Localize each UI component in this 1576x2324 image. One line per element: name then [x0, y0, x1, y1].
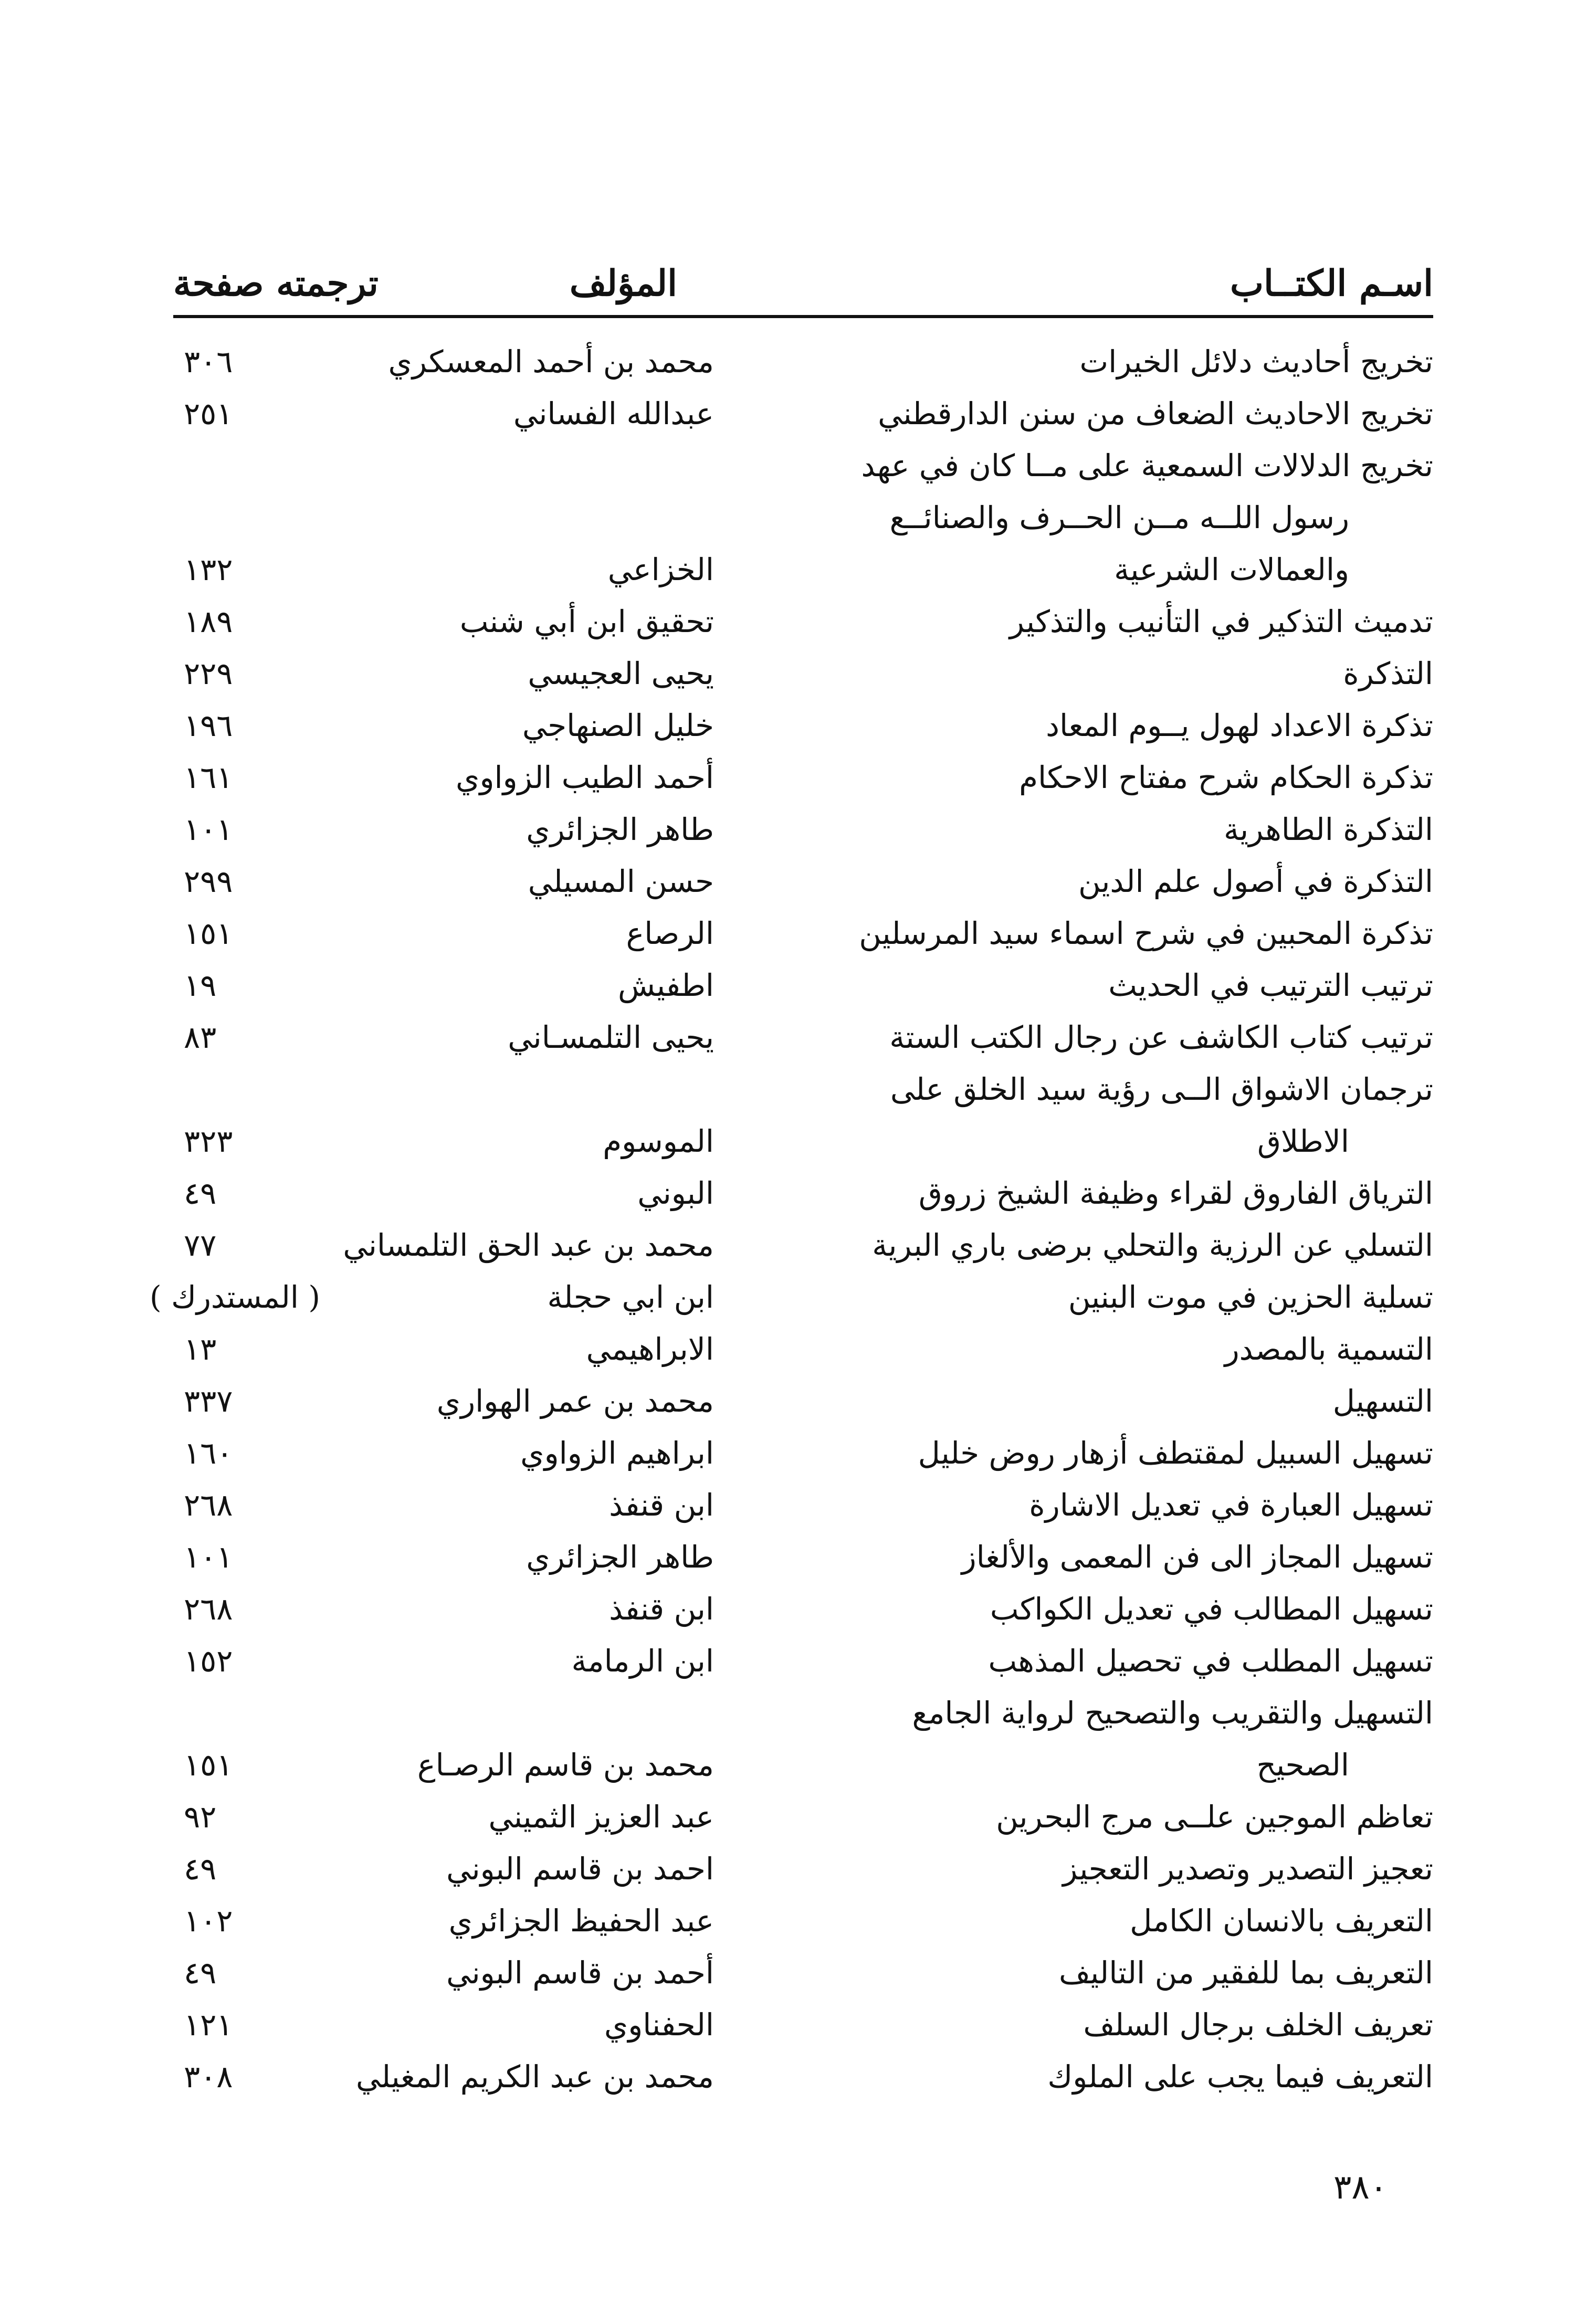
page-number: ٧٧ — [184, 1227, 217, 1263]
page-number: ٢٢٩ — [184, 656, 233, 691]
table-row — [173, 1635, 1433, 1687]
book-title: التسلي عن الرزية والتحلي برضى باري البرية — [872, 1227, 1433, 1263]
page-number: ١٥٢ — [184, 1643, 233, 1679]
page-number: ١٥١ — [184, 916, 233, 951]
table-row — [173, 2051, 1433, 2103]
book-title: التسهيل — [1332, 1383, 1433, 1419]
author-name: ابن قنفذ — [609, 1487, 714, 1523]
index-table — [150, 336, 1433, 2103]
page-number: ١٠١ — [184, 812, 233, 847]
book-title: تسلية الحزين في موت البنين — [1068, 1279, 1433, 1315]
author-name: عبد الحفيظ الجزائري — [448, 1903, 714, 1939]
table-row — [173, 1583, 1433, 1635]
table-row — [173, 1375, 1433, 1427]
book-title: التذكرة الطاهرية — [1223, 812, 1433, 847]
table-row — [173, 1531, 1433, 1583]
author-name: محمد بن قاسم الرصـاع — [417, 1747, 714, 1783]
book-title: الترياق الفاروق لقراء وظيفة الشيخ زروق — [918, 1175, 1433, 1211]
book-title: تسهيل المجاز الى فن المعمى والألغاز — [961, 1539, 1433, 1575]
book-title: والعمالات الشرعية — [1114, 552, 1349, 587]
header-rule — [173, 315, 1433, 318]
page-number: ١٨٩ — [184, 604, 233, 639]
table-row — [173, 336, 1433, 388]
table-header — [173, 252, 1433, 315]
table-row — [173, 908, 1433, 960]
page-number: ٩٢ — [184, 1799, 217, 1835]
table-row — [173, 648, 1433, 700]
book-title: تخريج الاحاديث الضعاف من سنن الدارقطني — [878, 396, 1433, 432]
page-number: ٨٣ — [184, 1019, 217, 1055]
book-title: التعريف فيما يجب على الملوك — [1047, 2059, 1433, 2095]
author-name: يحيى التلمسـاني — [508, 1019, 714, 1055]
table-row — [173, 1791, 1433, 1843]
author-name: عبدالله الفساني — [513, 396, 714, 432]
book-title: تسهيل السبيل لمقتطف أزهار روض خليل — [918, 1435, 1433, 1471]
book-title: التذكرة — [1343, 656, 1433, 691]
page-folio-number: ٣٨٠ — [1333, 2168, 1388, 2207]
page-number: ١٣٢ — [184, 552, 233, 587]
table-row — [173, 1999, 1433, 2051]
author-name: طاهر الجزائري — [526, 1539, 714, 1575]
book-title: تذكرة الاعداد لهول يــوم المعاد — [1046, 708, 1433, 743]
author-name: أحمد بن قاسم البوني — [446, 1955, 714, 1991]
header-book-title: اسـم الكتــاب — [1230, 262, 1433, 304]
table-row — [173, 440, 1433, 492]
book-title: تسهيل المطلب في تحصيل المذهب — [988, 1643, 1433, 1679]
table-row — [173, 1687, 1433, 1739]
page-number: ٢٥١ — [184, 396, 233, 432]
table-row — [173, 1064, 1433, 1116]
book-title: تذكرة الحكام شرح مفتاح الاحكام — [1019, 760, 1433, 795]
table-row — [173, 1168, 1433, 1219]
table-row — [173, 1947, 1433, 1999]
page-number: ٢٦٨ — [184, 1591, 233, 1627]
table-row — [173, 960, 1433, 1012]
book-title: الاطلاق — [1257, 1123, 1349, 1159]
page-number: ٣٣٧ — [184, 1383, 233, 1419]
author-name: محمد بن أحمد المعسكري — [388, 344, 714, 380]
page-number: ٣٠٨ — [184, 2059, 233, 2095]
author-name: ابن ابي حجلة — [547, 1279, 714, 1315]
page-number: ١٢١ — [184, 2007, 233, 2043]
book-title: التعريف بالانسان الكامل — [1130, 1903, 1433, 1939]
page-number: ١٥١ — [184, 1747, 233, 1783]
author-name: الرصاع — [626, 916, 714, 951]
author-name: ابن قنفذ — [609, 1591, 714, 1627]
table-row — [173, 752, 1433, 804]
author-name: احمد بن قاسم البوني — [446, 1851, 714, 1887]
book-title: التسهيل والتقريب والتصحيح لرواية الجامع — [912, 1695, 1433, 1731]
table-row — [173, 1739, 1433, 1791]
book-title: التسمية بالمصدر — [1224, 1331, 1433, 1367]
author-name: البوني — [637, 1175, 714, 1211]
table-row — [173, 1895, 1433, 1947]
book-title: تسهيل المطالب في تعديل الكواكب — [990, 1591, 1433, 1627]
author-name: الحفناوي — [604, 2007, 714, 2043]
table-row — [173, 700, 1433, 752]
page-number: ٢٩٩ — [184, 864, 233, 899]
table-row — [173, 544, 1433, 596]
page-number: ٣٠٦ — [184, 344, 233, 380]
author-name: ابن الرمامة — [571, 1643, 714, 1679]
author-name: حسن المسيلي — [528, 864, 714, 899]
author-name: أحمد الطيب الزواوي — [456, 760, 714, 795]
table-row — [173, 492, 1433, 544]
table-row — [150, 1271, 1433, 1323]
author-name: محمد بن عبد الكريم المغيلي — [356, 2059, 714, 2095]
book-title: التذكرة في أصول علم الدين — [1078, 864, 1433, 899]
book-title: تسهيل العبارة في تعديل الاشارة — [1029, 1487, 1433, 1523]
page-number: ١٠١ — [184, 1539, 233, 1575]
author-name: الابراهيمي — [586, 1331, 714, 1367]
table-row — [173, 856, 1433, 908]
author-name: عبد العزيز الثميني — [488, 1799, 714, 1835]
book-title: ترجمان الاشواق الــى رؤية سيد الخلق على — [890, 1071, 1433, 1107]
page-number: ٤٩ — [184, 1955, 217, 1991]
table-row — [173, 596, 1433, 648]
header-author: المؤلف — [569, 262, 677, 304]
page-number: ١٦١ — [184, 760, 233, 795]
page-number: ١٠٢ — [184, 1903, 233, 1939]
table-row — [173, 1479, 1433, 1531]
page-number: ١٩ — [184, 968, 217, 1003]
book-title: تخريج الدلالات السمعية على مــا كان في عهد — [861, 448, 1433, 483]
author-name: الموسوم — [603, 1123, 714, 1159]
author-name: اطفيش — [617, 968, 714, 1003]
book-title: ترتيب كتاب الكاشف عن رجال الكتب الستة — [889, 1019, 1433, 1055]
book-title: الصحيح — [1256, 1747, 1349, 1783]
header-page: ترجمته صفحة — [173, 262, 379, 304]
page-number: ١٣ — [184, 1331, 217, 1367]
book-title: تدميث التذكير في التأنيب والتذكير — [1009, 604, 1433, 639]
page-number: ١٩٦ — [184, 708, 233, 743]
page-number: ( المستدرك ) — [150, 1279, 320, 1315]
table-row — [173, 1323, 1433, 1375]
table-row — [173, 1012, 1433, 1064]
page-number: ٣٢٣ — [184, 1123, 233, 1159]
book-title: تخريج أحاديث دلائل الخيرات — [1079, 344, 1433, 380]
book-title: تذكرة المحبين في شرح اسماء سيد المرسلين — [859, 916, 1433, 951]
table-row — [173, 1427, 1433, 1479]
table-row — [173, 388, 1433, 440]
table-row — [173, 1219, 1433, 1271]
author-name: ابراهيم الزواوي — [520, 1435, 714, 1471]
book-title: التعريف بما للفقير من التاليف — [1059, 1955, 1433, 1991]
page-number: ٢٦٨ — [184, 1487, 233, 1523]
page-number: ٤٩ — [184, 1851, 217, 1887]
author-name: يحيى العجيسي — [528, 656, 714, 691]
book-title: تعريف الخلف برجال السلف — [1083, 2007, 1433, 2043]
table-row — [173, 1843, 1433, 1895]
book-title: رسول اللــه مــن الحــرف والصنائــع — [889, 500, 1349, 535]
author-name: خليل الصنهاجي — [522, 708, 714, 743]
author-name: طاهر الجزائري — [526, 812, 714, 847]
author-name: تحقيق ابن أبي شنب — [459, 604, 714, 639]
page-number: ٤٩ — [184, 1175, 217, 1211]
table-row — [173, 804, 1433, 856]
book-title: ترتيب الترتيب في الحديث — [1108, 968, 1433, 1003]
page-number: ١٦٠ — [184, 1435, 233, 1471]
author-name: الخزاعي — [607, 552, 714, 587]
author-name: محمد بن عبد الحق التلمساني — [343, 1227, 714, 1263]
table-row — [173, 1116, 1433, 1168]
author-name: محمد بن عمر الهواري — [436, 1383, 714, 1419]
book-title: تعاظم الموجين علــى مرج البحرين — [996, 1799, 1433, 1835]
book-title: تعجيز التصدير وتصدير التعجيز — [1063, 1851, 1433, 1887]
